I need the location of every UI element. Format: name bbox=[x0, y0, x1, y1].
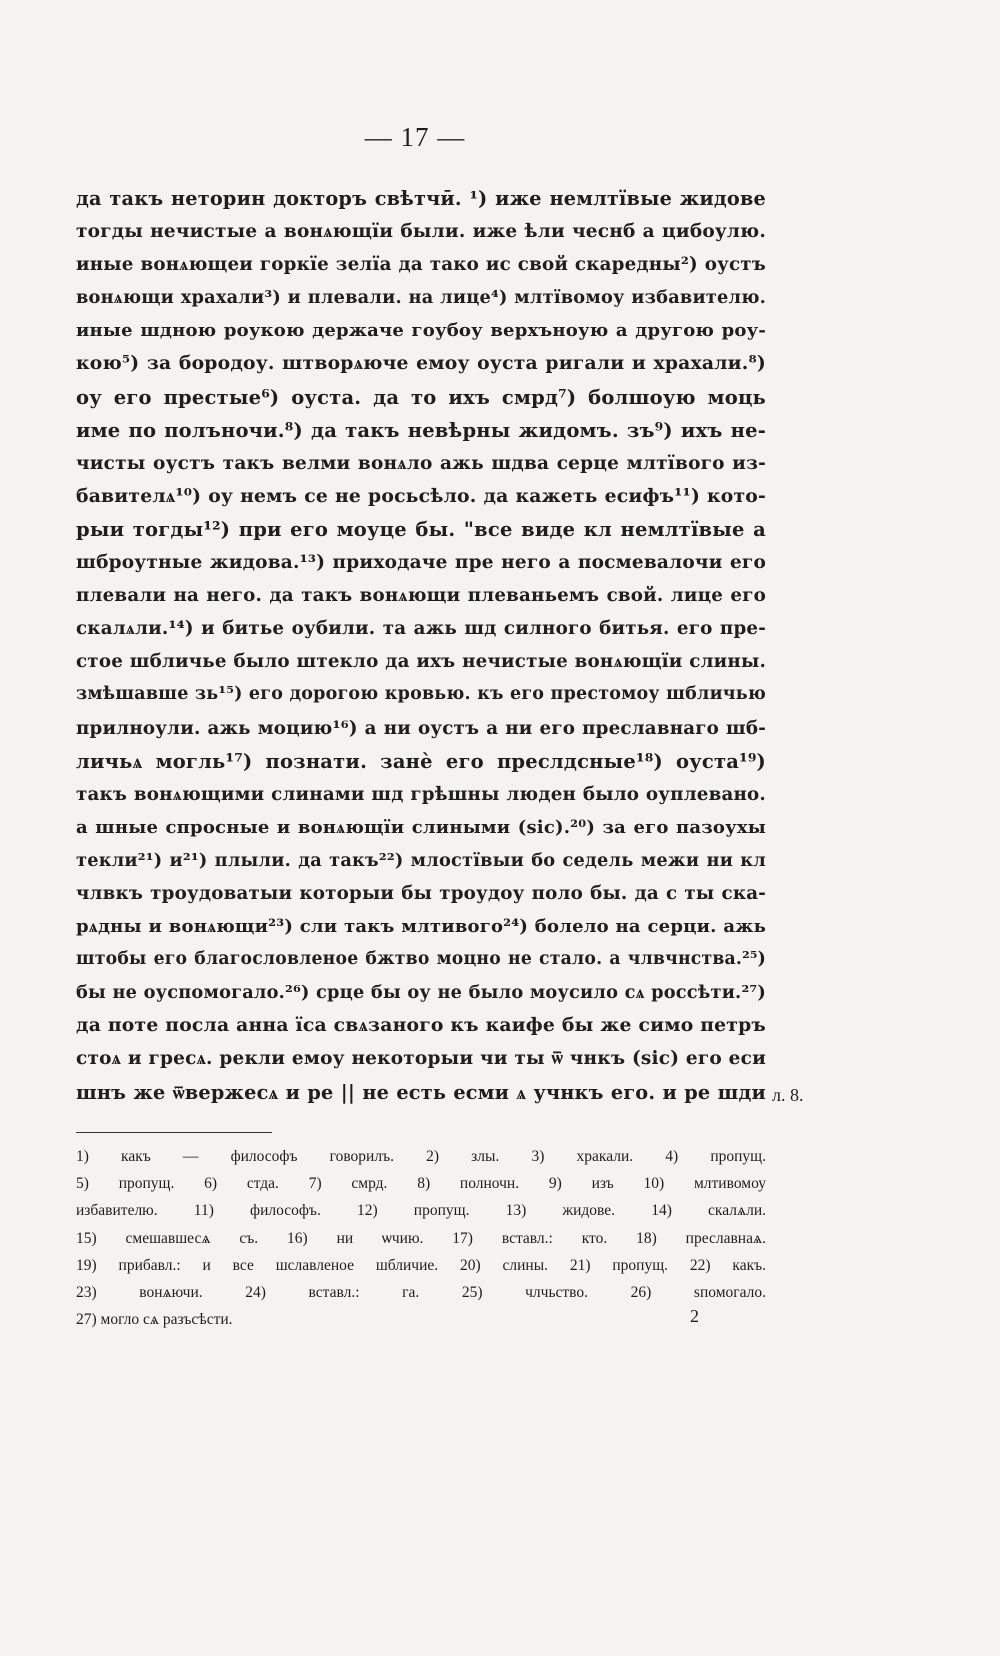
text-line: штобы его благословленое бжтво моцно не стало. а члвчнства.²⁵) bbox=[76, 949, 766, 970]
text-line: да такъ неторин докторъ свѣтчӣ. ¹) иже немлтївые жидове bbox=[76, 187, 766, 210]
printer-signature-mark: 2 bbox=[690, 1306, 699, 1326]
text-line: кою⁵) за бородоу. штворѧюче емоу оуста ригали и храхали.⁸) bbox=[76, 352, 766, 375]
page-number: — 17 — bbox=[364, 122, 466, 152]
text-line: иные вонѧющеи горкїе зелїа да тако ис свой скаредны²) оустъ bbox=[76, 254, 766, 276]
text-line: иные шдною роукою держаче гоубоу верхъноую а другою роу- bbox=[76, 320, 766, 342]
footnote-line: 5) пропущ. 6) стда. 7) смрд. 8) полночн. 9) изъ 10) млтивомоу bbox=[76, 1175, 766, 1193]
text-line: плевали на него. да такъ вонѧющи плеваньемъ свой. лице его bbox=[76, 585, 766, 607]
text-line: рѧдны и вонѧющи²³) сли такъ млтивого²⁴) болело на серци. ажь bbox=[76, 916, 766, 938]
text-line: скалѧли.¹⁴) и битье оубили. та ажь шд силного битья. его пре- bbox=[76, 618, 766, 640]
footnote-divider bbox=[76, 1132, 272, 1133]
text-line: стое шбличье было штекло да ихъ нечистые вонѧющїи слины. bbox=[76, 651, 766, 673]
footnote-line: 1) какъ — философъ говорилъ. 2) злы. 3) хракали. 4) пропущ. bbox=[76, 1148, 766, 1165]
text-line: шнъ же ѿвержесѧ и ре || не есть есми ѧ учнкъ его. и ре шди bbox=[76, 1080, 766, 1104]
main-text bbox=[76, 182, 766, 1109]
text-line: чисты оустъ такъ велми вонѧло ажь шдва серце млтївого из- bbox=[76, 452, 766, 474]
text-line: такъ вонѧющими слинами шд грѣшны люден было оуплевано. bbox=[76, 783, 766, 805]
text-line: а шные спросные и вонѧющїи слиными (sic).²⁰) за его пазоухы bbox=[76, 816, 766, 838]
text-line: име по полъночи.⁸) да такъ невѣрны жидомъ. зъ⁹) ихъ не- bbox=[76, 418, 766, 442]
text-line: да поте посла анна їса свѧзаного къ каифе бы же симо петръ bbox=[76, 1014, 766, 1037]
text-line: рыи тогды¹²) при его моуце бы. "все виде кл немлтївые а bbox=[76, 517, 766, 541]
margin-folio-note: л. 8. bbox=[772, 1085, 804, 1105]
footnotes bbox=[76, 1143, 766, 1333]
text-line: личьѧ могль¹⁷) познати. занѐ его преслдсные¹⁸) оуста¹⁹) bbox=[76, 749, 766, 773]
text-line: змѣшавше зь¹⁵) его дорогою кровью. къ его престомоу шбличью bbox=[76, 684, 766, 705]
footnote-line: 19) прибавл.: и все шславленое шбличие. 20) слины. 21) пропущ. 22) какъ. bbox=[76, 1256, 766, 1274]
text-line: вонѧющи храхали³) и плевали. на лице⁴) млтївомоу избавителю. bbox=[76, 287, 766, 309]
text-line: бавителѧ¹⁰) оу немъ се не росьсѣло. да кажеть есифъ¹¹) кото- bbox=[76, 484, 766, 507]
text-line: шброутные жидова.¹³) приходаче пре него а посмевалочи его bbox=[76, 552, 766, 574]
text-line: оу его престые⁶) оуста. да то ихъ смрд⁷) болшоую моць bbox=[76, 385, 766, 409]
text-line: бы не оуспомогало.²⁶) срце бы оу не было моусило сѧ россѣти.²⁷) bbox=[76, 982, 766, 1004]
text-line: члвкъ троудоватыи которыи бы троудоу поло бы. да с ты ска- bbox=[76, 882, 766, 904]
text-line: текли²¹) и²¹) плыли. да такъ²²) млостївыи бо седель межи ни кл bbox=[76, 849, 766, 871]
text-line: тогды нечистые а вонѧющїи были. иже ѣли чеснб а цибоулю. bbox=[76, 221, 766, 243]
text-line: стоѧ и гресѧ. рекли емоу некоторыи чи ты ѿ чнкъ (sic) его еси bbox=[76, 1048, 766, 1070]
footnote-line: 15) смешавшесѧ съ. 16) ни ѡчию. 17) вставл.: кто. 18) преславнаѧ. bbox=[76, 1229, 766, 1247]
footnote-line: 27) могло сѧ разъсѣсти. bbox=[76, 1311, 233, 1329]
footnote-line: 23) вонѧючи. 24) вставл.: га. 25) члчьство. 26) ѕпомогало. bbox=[76, 1283, 766, 1301]
text-line: прилноули. ажь моцию¹⁶) а ни оустъ а ни его преславнаго шб- bbox=[76, 717, 766, 739]
footnote-line: избавителю. 11) философъ. 12) пропущ. 13) жидове. 14) скалѧли. bbox=[76, 1202, 766, 1220]
